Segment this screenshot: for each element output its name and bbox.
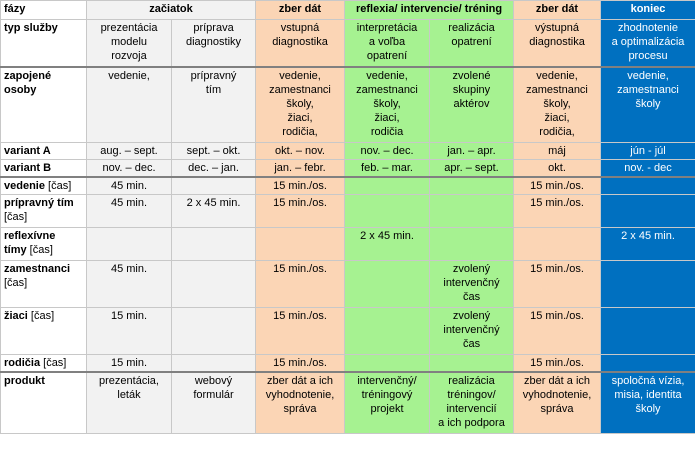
header-fazy: fázy bbox=[1, 1, 87, 20]
cell: 15 min./os. bbox=[514, 355, 601, 373]
cell bbox=[430, 177, 514, 195]
label-main: vedenie bbox=[4, 180, 45, 192]
row-rodicia bbox=[1, 355, 695, 373]
header-koniec: koniec bbox=[601, 1, 695, 20]
label-main: zamestnanci bbox=[4, 263, 71, 275]
cell: interpretácia a voľba opatrení bbox=[345, 20, 430, 68]
cell: 15 min./os. bbox=[514, 195, 601, 228]
header-row bbox=[1, 1, 695, 20]
cell: webový formulár bbox=[172, 372, 256, 434]
label-reflexivne-timy bbox=[1, 228, 87, 261]
label-unit: [čas] bbox=[4, 277, 28, 289]
cell bbox=[601, 177, 695, 195]
row-vedenie bbox=[1, 177, 695, 195]
cell: jan. – apr. bbox=[430, 143, 514, 160]
label-main: reflexívne tímy bbox=[4, 230, 56, 256]
label-pripravny-tim bbox=[1, 195, 87, 228]
label-main: prípravný tím bbox=[4, 197, 74, 209]
cell bbox=[87, 228, 172, 261]
cell: apr. – sept. bbox=[430, 160, 514, 178]
cell bbox=[172, 261, 256, 308]
header-zaciatok: začiatok bbox=[87, 1, 256, 20]
cell: prezentácia modelu rozvoja bbox=[87, 20, 172, 68]
cell bbox=[601, 308, 695, 355]
label-main: rodičia bbox=[4, 357, 41, 369]
label-variant-a: variant A bbox=[1, 143, 87, 160]
cell: sept. – okt. bbox=[172, 143, 256, 160]
label-unit: [čas] bbox=[27, 310, 55, 322]
cell: máj bbox=[514, 143, 601, 160]
cell: 45 min. bbox=[87, 195, 172, 228]
cell: okt. – nov. bbox=[256, 143, 345, 160]
cell: 45 min. bbox=[87, 261, 172, 308]
cell: dec. – jan. bbox=[172, 160, 256, 178]
cell: feb. – mar. bbox=[345, 160, 430, 178]
cell bbox=[172, 177, 256, 195]
cell: vedenie, zamestnanci školy, žiaci, rodičia bbox=[345, 67, 430, 143]
cell bbox=[601, 355, 695, 373]
cell: 15 min. bbox=[87, 308, 172, 355]
cell: 15 min./os. bbox=[256, 177, 345, 195]
header-reflexia: reflexia/ intervencie/ tréning bbox=[345, 1, 514, 20]
row-typ-sluzby bbox=[1, 20, 695, 68]
cell: realizácia opatrení bbox=[430, 20, 514, 68]
label-zamestnanci bbox=[1, 261, 87, 308]
cell bbox=[345, 195, 430, 228]
cell: vedenie, zamestnanci školy, žiaci, rodičia, bbox=[256, 67, 345, 143]
cell: 15 min./os. bbox=[256, 261, 345, 308]
cell bbox=[256, 228, 345, 261]
header-zber-dat-1: zber dát bbox=[256, 1, 345, 20]
cell: prezentácia, leták bbox=[87, 372, 172, 434]
cell: nov. – dec. bbox=[345, 143, 430, 160]
cell: vedenie, zamestnanci školy bbox=[601, 67, 695, 143]
label-rodicia bbox=[1, 355, 87, 373]
row-variant-b bbox=[1, 160, 695, 178]
cell bbox=[172, 308, 256, 355]
cell: zber dát a ich vyhodnotenie, správa bbox=[256, 372, 345, 434]
cell: aug. – sept. bbox=[87, 143, 172, 160]
cell: realizácia tréningov/ intervencií a ich podpora bbox=[430, 372, 514, 434]
label-unit: [čas] bbox=[44, 180, 72, 192]
cell: 15 min./os. bbox=[514, 308, 601, 355]
cell: 15 min./os. bbox=[256, 355, 345, 373]
label-vedenie bbox=[1, 177, 87, 195]
cell: jan. – febr. bbox=[256, 160, 345, 178]
cell bbox=[601, 261, 695, 308]
cell bbox=[172, 355, 256, 373]
cell: spoločná vízia, misia, identita školy bbox=[601, 372, 695, 434]
cell: 15 min. bbox=[87, 355, 172, 373]
cell: vedenie, bbox=[87, 67, 172, 143]
label-produkt: produkt bbox=[1, 372, 87, 434]
cell: nov. – dec. bbox=[87, 160, 172, 178]
cell: príprava diagnostiky bbox=[172, 20, 256, 68]
cell: 2 x 45 min. bbox=[601, 228, 695, 261]
cell bbox=[430, 228, 514, 261]
cell bbox=[601, 195, 695, 228]
cell: zvolený intervenčný čas bbox=[430, 308, 514, 355]
cell: 15 min./os. bbox=[514, 261, 601, 308]
cell: intervenčný/ tréningový projekt bbox=[345, 372, 430, 434]
cell: výstupná diagnostika bbox=[514, 20, 601, 68]
cell: 15 min./os. bbox=[256, 308, 345, 355]
cell: vedenie, zamestnanci školy, žiaci, rodičia, bbox=[514, 67, 601, 143]
cell bbox=[345, 261, 430, 308]
cell: 2 x 45 min. bbox=[172, 195, 256, 228]
cell bbox=[345, 177, 430, 195]
cell: nov. - dec bbox=[601, 160, 695, 178]
label-unit: [čas] bbox=[40, 357, 67, 369]
cell bbox=[345, 355, 430, 373]
cell: prípravný tím bbox=[172, 67, 256, 143]
cell: 15 min./os. bbox=[514, 177, 601, 195]
row-produkt bbox=[1, 372, 695, 434]
cell: jún - júl bbox=[601, 143, 695, 160]
label-variant-b: variant B bbox=[1, 160, 87, 178]
row-ziaci bbox=[1, 308, 695, 355]
cell: 45 min. bbox=[87, 177, 172, 195]
row-zapojene-osoby bbox=[1, 67, 695, 143]
cell: 15 min./os. bbox=[256, 195, 345, 228]
label-unit: [čas] bbox=[4, 211, 28, 223]
cell: zhodnotenie a optimalizácia procesu bbox=[601, 20, 695, 68]
cell: zber dát a ich vyhodnotenie, správa bbox=[514, 372, 601, 434]
cell bbox=[430, 195, 514, 228]
row-reflexivne-timy bbox=[1, 228, 695, 261]
header-zber-dat-2: zber dát bbox=[514, 1, 601, 20]
cell bbox=[514, 228, 601, 261]
cell bbox=[430, 355, 514, 373]
cell: vstupná diagnostika bbox=[256, 20, 345, 68]
row-pripravny-tim bbox=[1, 195, 695, 228]
cell: okt. bbox=[514, 160, 601, 178]
label-typ-sluzby: typ služby bbox=[1, 20, 87, 68]
row-variant-a bbox=[1, 143, 695, 160]
cell bbox=[172, 228, 256, 261]
cell: zvolený intervenčný čas bbox=[430, 261, 514, 308]
label-ziaci bbox=[1, 308, 87, 355]
label-unit: [čas] bbox=[26, 244, 53, 256]
row-zamestnanci bbox=[1, 261, 695, 308]
cell: 2 x 45 min. bbox=[345, 228, 430, 261]
cell bbox=[345, 308, 430, 355]
label-zapojene-osoby: zapojené osoby bbox=[1, 67, 87, 143]
label-main: žiaci bbox=[4, 310, 28, 322]
cell: zvolené skupiny aktérov bbox=[430, 67, 514, 143]
